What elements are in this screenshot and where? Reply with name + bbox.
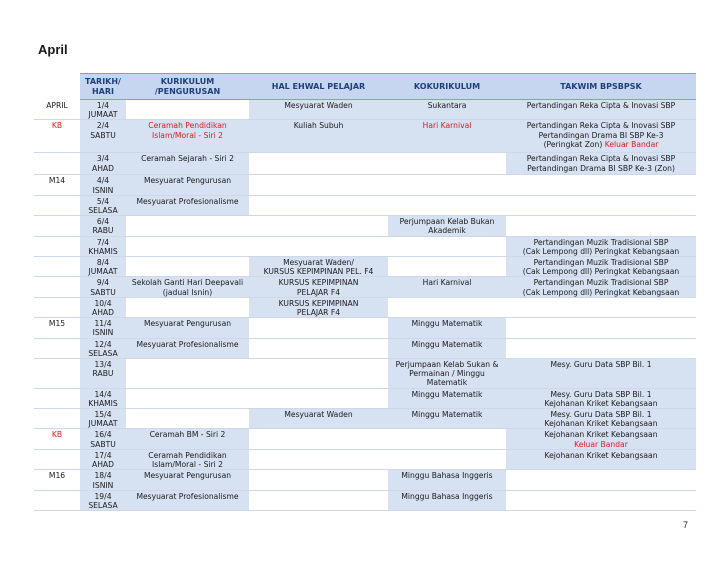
- cell-text: 7/4: [96, 237, 110, 247]
- cell-text: Mesyuarat Waden/: [283, 258, 354, 268]
- cell-text: KURSUS KEPIMPINAN: [278, 298, 359, 308]
- kokurikulum-cell: [388, 120, 506, 153]
- cell-text: 15/4: [94, 410, 112, 420]
- cell-text: Mesyuarat Waden: [284, 410, 353, 420]
- cell-text: Pertandingan Muzik Tradisional SBP: [533, 237, 669, 247]
- cell-text: Minggu Matematik: [411, 319, 483, 329]
- cell-text: PELAJAR F4: [296, 308, 341, 318]
- table-row: [34, 338, 696, 358]
- takwim-cell: [506, 297, 696, 317]
- takwim-cell: [506, 236, 696, 256]
- calendar-table: [34, 73, 696, 511]
- cell-text: JUMAAT: [88, 110, 118, 120]
- week-cell: [34, 236, 80, 256]
- cell-text: Minggu Bahasa Inggeris: [401, 491, 493, 501]
- kurikulum-cell: [126, 388, 249, 408]
- page-heading: April: [38, 42, 68, 57]
- week-cell: [34, 388, 80, 408]
- kurikulum-cell: [126, 449, 249, 469]
- table-row: [34, 257, 696, 277]
- header-row: [34, 74, 696, 100]
- cell-text: Kejohanan Kriket Kebangsaan: [544, 419, 658, 429]
- cell-text: (Cak Lempong dll) Peringkat Kebangsaan: [522, 267, 680, 277]
- cell-text: Mesyuarat Waden: [284, 101, 353, 110]
- kokurikulum-cell: [388, 100, 506, 120]
- date-cell: [80, 470, 126, 490]
- hal-ehwal-cell: [249, 120, 388, 153]
- hal-ehwal-cell: [249, 277, 388, 297]
- kurikulum-cell: [126, 153, 249, 175]
- kurikulum-cell: [126, 100, 249, 120]
- date-cell: [80, 490, 126, 510]
- takwim-cell: [506, 277, 696, 297]
- kokurikulum-cell: [388, 409, 506, 429]
- kurikulum-cell: [126, 359, 249, 389]
- cell-text: SABTU: [90, 439, 116, 449]
- cell-text: 17/4: [94, 450, 112, 460]
- kurikulum-cell: [126, 470, 249, 490]
- kurikulum-cell: [126, 120, 249, 153]
- date-cell: [80, 388, 126, 408]
- cell-text: Kejohanan Kriket Kebangsaan: [544, 450, 658, 460]
- date-cell: [80, 175, 126, 195]
- kokurikulum-cell: [388, 359, 506, 389]
- table-row: [34, 388, 696, 408]
- hal-ehwal-cell: [249, 449, 388, 469]
- date-cell: [80, 216, 126, 236]
- cell-text: SABTU: [90, 130, 116, 140]
- cell-text: Permainan / Minggu Matematik: [409, 369, 485, 388]
- cell-text: Pertandingan Drama BI SBP Ke-3 (Zon): [527, 163, 675, 173]
- takwim-cell: [506, 318, 696, 338]
- kurikulum-cell: [126, 490, 249, 510]
- cell-text: (Cak Lempong dll) Peringkat Kebangsaan: [522, 246, 680, 256]
- date-cell: [80, 195, 126, 215]
- kurikulum-cell: [126, 338, 249, 358]
- takwim-cell: [506, 216, 696, 236]
- date-cell: [80, 359, 126, 389]
- week-cell: [34, 429, 80, 449]
- date-cell: [80, 449, 126, 469]
- week-cell: [34, 153, 80, 175]
- cell-text: Kejohanan Kriket Kebangsaan: [544, 430, 658, 440]
- week-cell: [34, 216, 80, 236]
- header-week: [34, 74, 80, 100]
- cell-text: ISNIN: [92, 480, 114, 490]
- hal-ehwal-cell: [249, 429, 388, 449]
- table-row: [34, 409, 696, 429]
- hal-ehwal-cell: [249, 409, 388, 429]
- cell-text: 18/4: [94, 471, 112, 481]
- cell-text: 10/4: [94, 298, 112, 308]
- kurikulum-cell: [126, 409, 249, 429]
- table-row: [34, 449, 696, 469]
- hal-ehwal-cell: [249, 153, 388, 175]
- cell-text: Pertandingan Drama BI SBP Ke-3: [538, 130, 664, 140]
- kokurikulum-cell: [388, 297, 506, 317]
- date-cell: [80, 338, 126, 358]
- kokurikulum-cell: [388, 216, 506, 236]
- week-cell: [34, 277, 80, 297]
- cell-text: 8/4: [96, 258, 110, 268]
- cell-text: Mesy. Guru Data SBP Bil. 1: [550, 389, 652, 399]
- kokurikulum-cell: [388, 470, 506, 490]
- kurikulum-cell: [126, 318, 249, 338]
- date-cell: [80, 297, 126, 317]
- cell-text: AHAD: [92, 460, 114, 470]
- kurikulum-cell: [126, 216, 249, 236]
- cell-text: KHAMIS: [88, 246, 118, 256]
- takwim-cell: [506, 409, 696, 429]
- cell-text: (Cak Lempong dll) Peringkat Kebangsaan: [522, 287, 680, 297]
- table-row: [34, 175, 696, 195]
- takwim-cell: [506, 338, 696, 358]
- cell-text: 14/4: [94, 389, 112, 399]
- cell-text: Pertandingan Muzik Tradisional SBP: [533, 278, 669, 288]
- kurikulum-cell: [126, 175, 249, 195]
- takwim-cell: [506, 100, 696, 120]
- table-row: [34, 470, 696, 490]
- cell-text: 11/4: [94, 319, 112, 329]
- kokurikulum-cell: [388, 429, 506, 449]
- kokurikulum-cell: [388, 195, 506, 215]
- takwim-cell: [506, 120, 696, 153]
- cell-text: 5/4: [96, 196, 110, 206]
- date-cell: [80, 257, 126, 277]
- takwim-cell: [506, 195, 696, 215]
- hal-ehwal-cell: [249, 490, 388, 510]
- cell-text: ISNIN: [92, 185, 114, 195]
- cell-text: 9/4: [96, 278, 110, 288]
- cell-text: SABTU: [90, 287, 116, 297]
- cell-text: Mesyuarat Pengurusan: [143, 471, 232, 481]
- kurikulum-cell: [126, 277, 249, 297]
- takwim-cell: [506, 388, 696, 408]
- cell-text: M14: [48, 176, 66, 186]
- week-cell: [34, 257, 80, 277]
- cell-text: Pertandingan Muzik Tradisional SBP: [533, 258, 669, 268]
- table-row: [34, 195, 696, 215]
- header-takwim: TAKWIM BPSBPSK: [506, 74, 696, 100]
- cell-text: Perjumpaan Kelab Sukan &: [395, 360, 499, 370]
- week-cell: [34, 338, 80, 358]
- hal-ehwal-cell: [249, 236, 388, 256]
- takwim-cell: [506, 257, 696, 277]
- cell-text: 3/4: [96, 154, 110, 164]
- cell-text: JUMAAT: [88, 267, 118, 277]
- takwim-cell: [506, 449, 696, 469]
- cell-text: Mesyuarat Pengurusan: [143, 176, 232, 186]
- date-cell: [80, 429, 126, 449]
- week-cell: [34, 175, 80, 195]
- hal-ehwal-cell: [249, 297, 388, 317]
- cell-text: 16/4: [94, 430, 112, 440]
- week-cell: [34, 100, 80, 120]
- cell-text: Mesy. Guru Data SBP Bil. 1: [550, 360, 652, 370]
- cell-text: Ceramah Sejarah - Siri 2: [141, 154, 234, 164]
- cell-text: JUMAAT: [88, 419, 118, 429]
- kurikulum-cell: [126, 257, 249, 277]
- kokurikulum-cell: [388, 388, 506, 408]
- table-row: [34, 236, 696, 256]
- takwim-cell: [506, 429, 696, 449]
- hal-ehwal-cell: [249, 195, 388, 215]
- cell-text: Hari Karnival: [422, 278, 472, 288]
- kokurikulum-cell: [388, 257, 506, 277]
- hal-ehwal-cell: [249, 388, 388, 408]
- cell-text: KURSUS KEPIMPINAN: [278, 278, 359, 288]
- header-hal-ehwal: HAL EHWAL PELAJAR: [249, 74, 388, 100]
- week-cell: [34, 449, 80, 469]
- header-date: TARIKH/ HARI: [80, 74, 126, 100]
- takwim-cell: [506, 490, 696, 510]
- cell-text: Hari Karnival: [422, 121, 472, 131]
- table-row: [34, 359, 696, 389]
- cell-text: Pertandingan Reka Cipta & Inovasi SBP: [526, 121, 676, 131]
- week-cell: [34, 490, 80, 510]
- cell-text: Ceramah Pendidikan: [148, 450, 227, 460]
- table-row: [34, 100, 696, 120]
- takwim-cell: [506, 470, 696, 490]
- cell-text: PELAJAR F4: [296, 287, 341, 297]
- date-cell: [80, 236, 126, 256]
- kurikulum-cell: [126, 236, 249, 256]
- cell-text: Keluar Bandar: [574, 439, 628, 449]
- date-cell: [80, 153, 126, 175]
- cell-text: (Peringkat Zon): [543, 139, 603, 149]
- week-cell: [34, 359, 80, 389]
- cell-text: SELASA: [88, 206, 118, 216]
- table-row: [34, 429, 696, 449]
- cell-text: Minggu Matematik: [411, 339, 483, 349]
- cell-text: KB: [51, 430, 63, 440]
- cell-text: ISNIN: [92, 328, 114, 338]
- kurikulum-cell: [126, 297, 249, 317]
- date-cell: [80, 120, 126, 153]
- cell-text: Kuliah Subuh: [293, 121, 344, 131]
- week-cell: [34, 195, 80, 215]
- week-cell: [34, 470, 80, 490]
- page-number: 7: [683, 520, 689, 530]
- cell-text: Minggu Matematik: [411, 389, 483, 399]
- date-cell: [80, 100, 126, 120]
- kokurikulum-cell: [388, 318, 506, 338]
- kokurikulum-cell: [388, 449, 506, 469]
- cell-text: AHAD: [92, 163, 114, 173]
- kokurikulum-cell: [388, 236, 506, 256]
- table-row: [34, 120, 696, 153]
- kokurikulum-cell: [388, 175, 506, 195]
- table-row: [34, 297, 696, 317]
- kurikulum-cell: [126, 429, 249, 449]
- cell-text: Pertandingan Reka Cipta & Inovasi SBP: [526, 101, 676, 110]
- cell-text: 6/4: [96, 217, 110, 227]
- date-cell: [80, 409, 126, 429]
- cell-text: Mesyuarat Profesionalisme: [136, 196, 239, 206]
- date-cell: [80, 318, 126, 338]
- hal-ehwal-cell: [249, 338, 388, 358]
- cell-text: Mesyuarat Profesionalisme: [136, 491, 239, 501]
- cell-text: Ceramah BM - Siri 2: [149, 430, 226, 440]
- cell-text: 1/4: [96, 101, 110, 110]
- kokurikulum-cell: [388, 153, 506, 175]
- cell-text: Kejohanan Kriket Kebangsaan: [544, 398, 658, 408]
- week-cell: [34, 409, 80, 429]
- cell-text: 12/4: [94, 339, 112, 349]
- cell-text: RABU: [92, 369, 114, 379]
- cell-text: Mesyuarat Profesionalisme: [136, 339, 239, 349]
- cell-text: (jadual Isnin): [162, 287, 213, 297]
- week-cell: [34, 297, 80, 317]
- cell-text: RABU: [92, 226, 114, 236]
- week-cell: [34, 318, 80, 338]
- cell-text: 4/4: [96, 176, 110, 186]
- cell-text: Mesyuarat Pengurusan: [143, 319, 232, 329]
- cell-text: Minggu Matematik: [411, 410, 483, 420]
- date-cell: [80, 277, 126, 297]
- cell-text: Pertandingan Reka Cipta & Inovasi SBP: [526, 154, 676, 164]
- hal-ehwal-cell: [249, 470, 388, 490]
- cell-text: APRIL: [46, 100, 68, 110]
- week-cell: [34, 120, 80, 153]
- cell-text: Islam/Moral - Siri 2: [152, 460, 223, 470]
- cell-text: M16: [48, 471, 66, 481]
- cell-text: KURSUS KEPIMPINAN PEL. F4: [263, 267, 374, 277]
- hal-ehwal-cell: [249, 318, 388, 338]
- table-row: [34, 490, 696, 510]
- cell-text: M15: [48, 319, 66, 329]
- table-row: [34, 153, 696, 175]
- kokurikulum-cell: [388, 338, 506, 358]
- cell-text: 2/4: [96, 121, 110, 131]
- takwim-cell: [506, 153, 696, 175]
- cell-text: Mesy. Guru Data SBP Bil. 1: [550, 410, 652, 420]
- cell-text: Keluar Bandar: [604, 139, 659, 149]
- hal-ehwal-cell: [249, 216, 388, 236]
- table-row: [34, 277, 696, 297]
- kurikulum-cell: [126, 195, 249, 215]
- cell-text: SELASA: [88, 348, 118, 358]
- takwim-cell: [506, 175, 696, 195]
- kokurikulum-cell: [388, 490, 506, 510]
- cell-text: Perjumpaan Kelab Bukan Akademik: [399, 217, 495, 236]
- takwim-cell: [506, 359, 696, 389]
- hal-ehwal-cell: [249, 257, 388, 277]
- cell-text: 19/4: [94, 491, 112, 501]
- cell-text: AHAD: [92, 308, 114, 318]
- kokurikulum-cell: [388, 277, 506, 297]
- cell-text: KHAMIS: [88, 398, 118, 408]
- cell-text: SELASA: [88, 500, 118, 510]
- header-kokurikulum: KOKURIKULUM: [388, 74, 506, 100]
- cell-text: Minggu Bahasa Inggeris: [401, 471, 493, 481]
- cell-text: Sukantara: [427, 101, 467, 110]
- table-row: [34, 318, 696, 338]
- cell-text: Ceramah Pendidikan Islam/Moral - Siri 2: [148, 121, 227, 140]
- header-kurikulum: KURIKULUM /PENGURUSAN: [126, 74, 249, 100]
- cell-text: Sekolah Ganti Hari Deepavali: [131, 278, 244, 288]
- hal-ehwal-cell: [249, 100, 388, 120]
- cell-text: 13/4: [94, 360, 112, 370]
- table-row: [34, 216, 696, 236]
- hal-ehwal-cell: [249, 175, 388, 195]
- hal-ehwal-cell: [249, 359, 388, 389]
- cell-text: KB: [51, 121, 63, 131]
